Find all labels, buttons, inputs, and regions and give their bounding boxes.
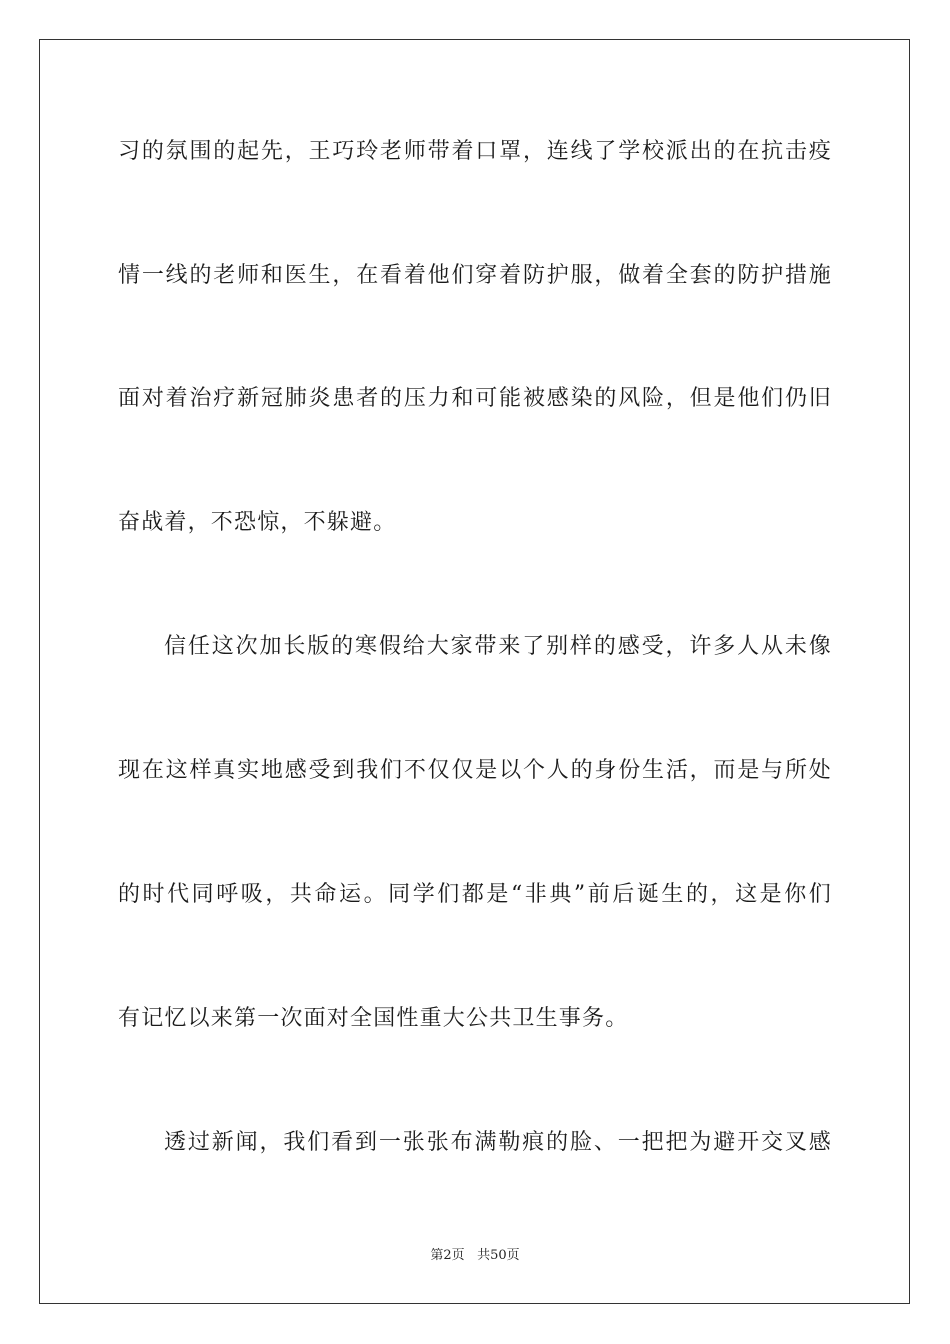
body-text-line: 面对着治疗新冠肺炎患者的压力和可能被感染的风险，但是他们仍旧 [118,386,832,411]
page-border [39,39,910,1304]
body-text-line: 奋战着，不恐惊，不躲避。 [118,510,397,535]
page-footer [0,1247,950,1265]
paragraph-first-line: 信任这次加长版的寒假给大家带来了别样的感受，许多人从未像 [164,634,832,659]
body-text-line: 现在这样真实地感受到我们不仅仅是以个人的身份生活，而是与所处 [118,758,832,783]
body-text-line: 习的氛围的起先，王巧玲老师带着口罩，连线了学校派出的在抗击疫 [118,139,832,164]
body-text-line: 的时代同呼吸，共命运。同学们都是“非典”前后诞生的，这是你们 [118,882,832,907]
body-text-line: 有记忆以来第一次面对全国性重大公共卫生事务。 [118,1006,629,1031]
paragraph-first-line: 透过新闻，我们看到一张张布满勒痕的脸、一把把为避开交叉感 [164,1130,832,1155]
body-text-line: 情一线的老师和医生，在看着他们穿着防护服，做着全套的防护措施 [118,263,832,288]
page-number: 第2页 [430,1248,465,1263]
total-pages: 共50页 [477,1248,520,1263]
